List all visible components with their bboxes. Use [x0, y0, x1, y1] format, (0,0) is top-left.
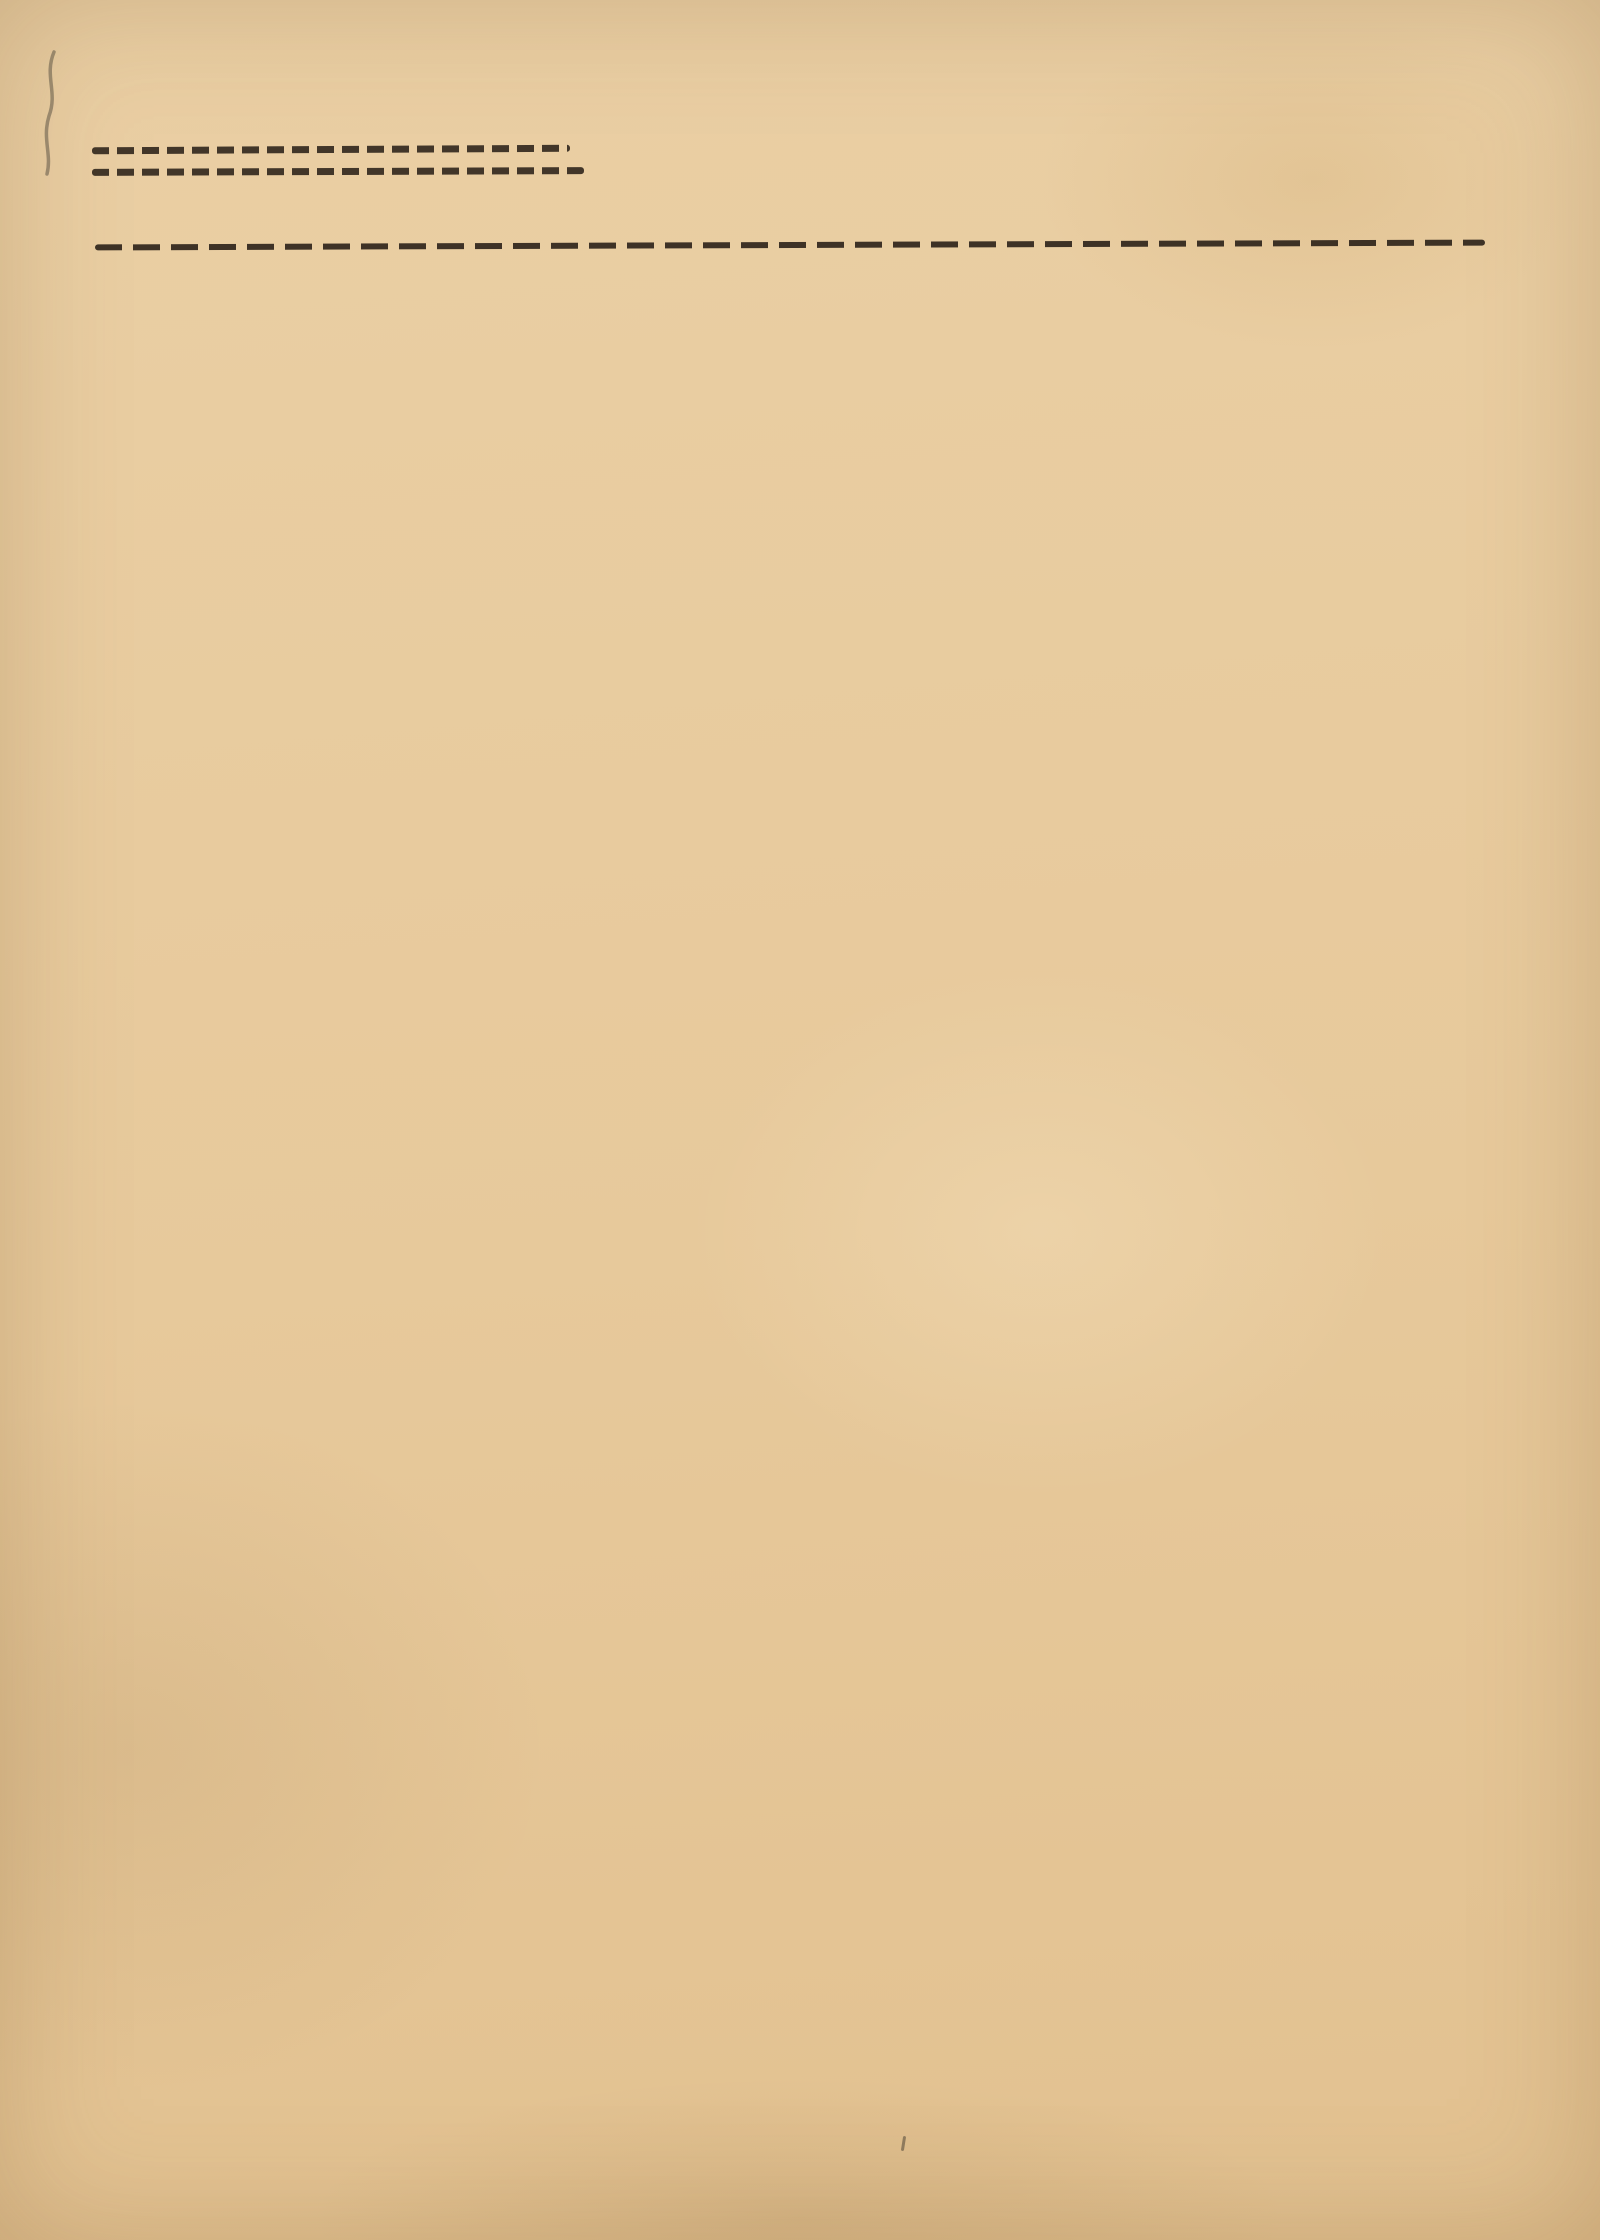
title-dashed-underline	[92, 167, 584, 176]
section-divider	[95, 240, 1485, 251]
title-dashed-underline	[92, 145, 570, 155]
pencil-squiggle	[34, 44, 78, 184]
loan-record-content	[0, 226, 1600, 268]
stray-ink-mark	[901, 2136, 906, 2151]
